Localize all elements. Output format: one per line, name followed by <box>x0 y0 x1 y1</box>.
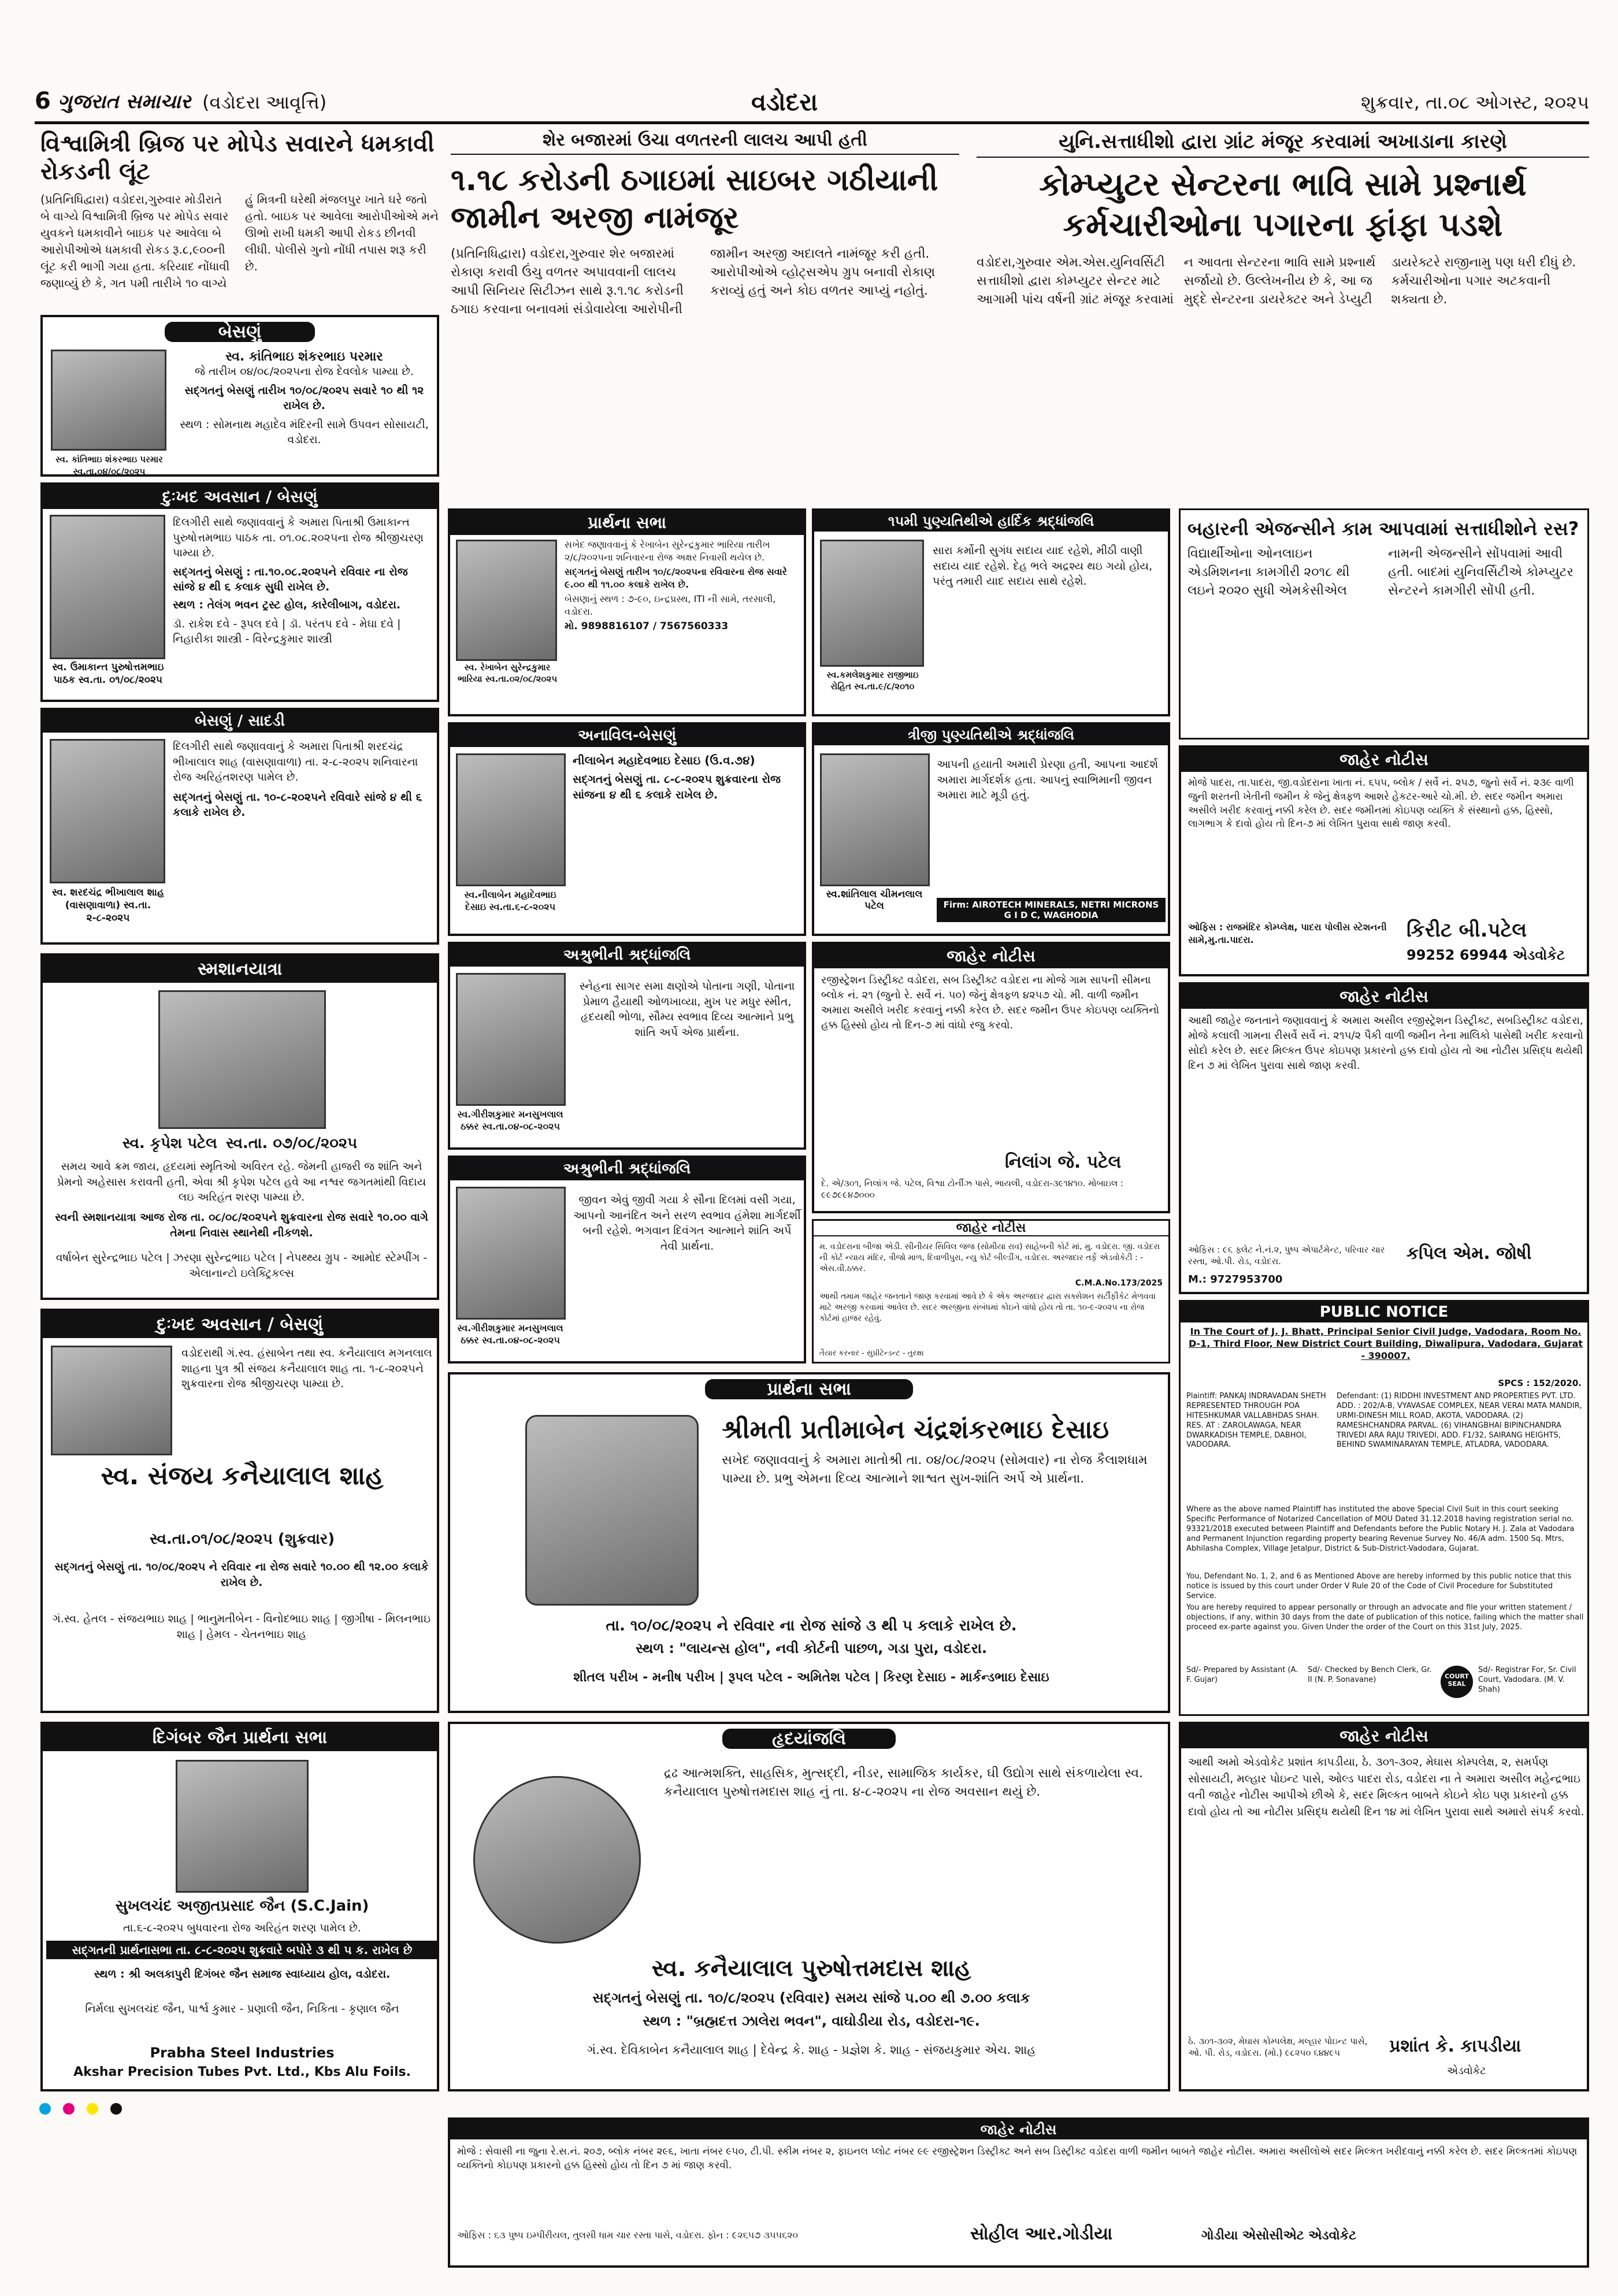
masthead <box>35 87 1589 119</box>
news-cyber-body: (પ્રતિનિધિદ્વારા) વડોદરા,ગુરુવાર શેર બજારમાં રોકાણ કરાવી ઉંચુ વળતર અપાવવાની લાલચ આપી સિનિયર સિટીઝન સાથે રૂ.૧.૧૮ કરોડની ઠગાઇ કરવાના બનાવમાં સંડોવાયેલા આરોપીની જામીન અરજી અદાલતે નામંજૂર કરી હતી. આરોપીઓએ વ્હોટ્સએપ ગ્રુપ બનાવી રોકાણ કરાવ્યું હતું અને કોઇ વળતર આપ્યું નહોતું. <box>451 247 936 317</box>
digambar-text: તા.૬-૮-૨૦૨૫ બુધવારના રોજ અરિહંત શરણ પામેલ છે. <box>123 1922 361 1934</box>
besnu-kantibhai-photo <box>51 350 166 451</box>
smashan-photo <box>158 990 326 1129</box>
smashan-date: સ્વ.તા. ૦૭/૦૮/૨૦૨૫ <box>225 1135 358 1152</box>
smashan-header: સ્મશાનયાત્રા <box>43 956 437 983</box>
notice3-phone: M.: 9727953700 <box>1188 1273 1283 1286</box>
besnu-sharadchandra-text: દિલગીરી સાથે જણાવવાનું કે અમારા પિતાશ્રી શરદચંદ્ર ભીખાલાલ શાહ (વાસણાવાળા) તા. ૨-૮-૨૦૨૫ શનિવારના રોજ અરિહંતશરણ પામેલ છે. <box>173 740 418 784</box>
besnu-sharadchandra <box>40 708 439 945</box>
besnu-umakant-place: સ્થળ : તેલંગ ભવન ટ્રસ્ટ હોલ, કારેલીબાગ, વડોદરા. <box>173 598 401 611</box>
besnu-sanjay-photo <box>51 1346 172 1455</box>
notice-kapil <box>1179 982 1589 1294</box>
public-notice-body2: You, Defendant No. 1, 2, and 6 as Mentioned Above are hereby informed by this public notice that this notice is issued by this court under Order V Rule 20 of the Code of Civil Procedure for Substituted Service. <box>1186 1572 1572 1600</box>
prarthana-pratimaben <box>448 1372 1170 1713</box>
digambar-company2: Akshar Precision Tubes Pvt. Ltd., Kbs Alu Foils. <box>73 2065 411 2079</box>
notice1-advocate: કિરીટ બી.પટેલ <box>1407 919 1527 942</box>
news-computer-body: વડોદરા,ગુરુવાર એમ.એસ.યુનિવર્સિટી સત્તાધીશો દ્વારા કોમ્પ્યુટર સેન્ટર માટે આગામી પાંચ વર્ષની ગ્રાંટ મંજૂર કરવામાં ન આવતા સેન્ટરના ભાવિ સામે પ્રશ્નાર્થ સર્જાયો છે. ઉલ્લેખનીય છે કે, આ જ મુદ્દે સેન્ટરના ડાયરેક્ટર અને ડેપ્યુટી ડાયરેક્ટરે રાજીનામુ પણ ધરી દીધું છે. કર્મચારીઓના પગાર અટકવાની શક્યતા છે. <box>977 255 1576 307</box>
anavil-when: સદ્ગતનું બેસણું તા. ૮-૮-૨૦૨૫ શુક્રવારના રોજ સાંજના ૪ થી ૬ કલાકે રાખેલ છે. <box>573 773 781 801</box>
punya-photo <box>820 540 924 667</box>
notice3-office: ઓફિસ : ૯૬ ફ્લેટ ને.નં.૨, પુષ્પ એપાર્ટમેન્ટ, પરિવાર ચાર રસ્તા, ઓ.પી. રોડ, વડોદરા. <box>1188 1244 1385 1266</box>
punya-text: સારા કર્મોની સુગંધ સદાય યાદ રહેશે, મીઠી વાણી સદાય યાદ રહેશે. દેહ ભલે અદ્રશ્ય થઇ ગયો હોય, પરંતુ તમારી યાદ સદાય સાથે રહેશે. <box>933 544 1153 588</box>
notice2-header: જાહેર નોટીસ <box>814 944 1168 968</box>
public-notice-defendant: Defendant: (1) RIDDHI INVESTMENT AND PROPERTIES PVT. LTD. ADD. : 202/A-B, VYAVASAE COMPLEX, NEAR VERAI MATA MANDIR, URMI-DINESH MILL ROAD, AKOTA, VADODARA. (2) RAMESHCHANDRA PARVAL. (6) VIHANGBHAI BIPINCHANDRA TRIVEDI ARA RAJU TRIVEDI, ADD. F1/32, SAIRANG HEIGHTS, BEHIND SWAMINARAYAN TEMPLE, ATLADRA, VADODARA. <box>1337 1392 1582 1450</box>
public-notice-sig1: Sd/- Prepared by Assistant (A. F. Gujar) <box>1186 1666 1298 1684</box>
punya3-photo <box>820 753 930 886</box>
anavil-header: અનાવિલ-બેસણું <box>450 725 804 747</box>
news-computer-headline: કોમ્પ્યુટર સેન્ટરના ભાવિ સામે પ્રશ્નાર્થ કર્મચારીઓના પગારના ફાંફા પડશે <box>1039 166 1527 244</box>
notice-court-gujarati <box>812 1219 1170 1364</box>
notice5-advocate-sub: ગોડીયા એસોસીએટ એડવોકેટ <box>1201 2228 1357 2243</box>
notice2-advocate: નિલાંગ જે. પટેલ <box>1005 1152 1122 1172</box>
punya3-header: ત્રીજી પુણ્યતિથીએ શ્રદ્ધાંજલિ <box>814 725 1168 745</box>
besnu-sharadchandra-photo <box>50 739 165 883</box>
anavil-photo <box>456 753 566 886</box>
news-agency-headline: બહારની એજન્સીને કામ આપવામાં સત્તાધીશોને રસ? <box>1187 518 1579 540</box>
besnu-kantibhai-when: સદ્ગતનું બેસણું તારીખ ૧૦/૦૮/૨૦૨૫ સવારે ૧૦ થી ૧૨ રાખેલ છે. <box>184 384 424 413</box>
prarthana-rekhaben <box>448 508 806 716</box>
besnu-kantibhai <box>40 315 439 477</box>
besnu-kantibhai-header: બેસણું <box>165 322 315 342</box>
besnu-kantibhai-text-wrap <box>176 350 433 448</box>
besnu-umakant-when: સદ્ગતનું બેસણું : તા.૧૦.૦૮.૨૦૨૫ને રવિવાર ના રોજ સાંજે ૪ થી ૬ કલાક સુધી રાખેલ છે. <box>173 565 408 594</box>
besnu-kantibhai-name: સ્વ. કાંતિભાઇ શંકરભાઇ પરમાર <box>225 350 383 364</box>
notice3-advocate: કપિલ એમ. જોષી <box>1407 1243 1532 1264</box>
hrudayanjali-photo <box>473 1776 641 1944</box>
hrudayanjali-kanaiyalal <box>448 1722 1170 2091</box>
news-agency <box>1179 508 1589 740</box>
public-notice-header: PUBLIC NOTICE <box>1181 1302 1587 1322</box>
punya3-caption: સ્વ.શાંતિલાલ ચીમનલાલ પટેલ <box>826 889 923 912</box>
hrudayanjali-header: હૃદયાંજલિ <box>722 1729 896 1749</box>
hrudayanjali-when: સદ્ગતનું બેસણું તા. ૧૦/૮/૨૦૨૫ (રવિવાર) સમય સાંજે ૫.૦૦ થી ૭.૦૦ કલાક <box>592 1990 1030 2006</box>
besnu-sanjay-family: ગં.સ્વ. હેતલ - સંજયભાઇ શાહ | ભાનુમતીબેન - વિનોદભાઇ શાહ | જીગીષા - મિલનભાઇ શાહ | હેમલ - ચેતનભાઇ શાહ <box>52 1613 431 1641</box>
public-notice-court: In The Court of J. J. Bhatt, Principal Senior Civil Judge, Vadodara, Room No. D-1, Third Floor, New District Court Building, Diwalipura, Vadodara, Gujarat - 390007. <box>1188 1326 1583 1361</box>
hrudayanjali-text: દ્રઢ આત્મશક્તિ, સાહસિક, મુત્સદ્દી, નીડર, સામાજિક કાર્યકર, ઘી ઉદ્યોગ સાથે સંકળાયેલા સ્વ. કનૈયાલાલ પુરુષોત્તમદાસ શાહ નું તા. ૪-૮-૨૦૨૫ ના રોજ અવસાન થયું છે. <box>664 1766 1144 1799</box>
prarthana-rekhaben-place: બેસણાનું સ્થળ : ૭-૯૦, ઇન્દ્રપ્રસ્થ, ITI ની સામે, તરસાલી, વડોદરા. <box>565 593 776 617</box>
besnu-sanjay-when: સદ્ગતનું બેસણું તા. ૧૦/૦૮/૨૦૨૫ ને રવિવાર ના રોજ સવારે ૧૦.૦૦ થી ૧૨.૦૦ કલાકે રાખેલ છે. <box>54 1561 429 1589</box>
digambar-photo <box>176 1760 309 1893</box>
notice1-text: મોજે પાદરા, તા.પાદરા, જી.વડોદરાના ખાતા નં. ૬૫૫, બ્લોક / સર્વે નં. ૨૫૭, જુનો સર્વે નં. ૨૩૯ વાળી જુની શરતની ખેતીની જમીન કે જેનું ક્ષેત્રફળ આશરે હેકટર-આરે ચો.મી. છે. સદર જમીન અમારા અસીલે ખરીદ કરવાનું નક્કી કરેલ છે. સદર જમીનમાં કોઇપણ વ્યક્તિ કે સંસ્થાનો હક્ક, હિસ્સો, લાગભાગ કે દાવો હોય તો દિન-૭ માં લેખિત પુરાવા સાથે જાણ કરવી. <box>1188 777 1574 830</box>
prarthana-rekhaben-caption: સ્વ. રેખાબેન સુરેન્દ્રકુમાર ભારિયા સ્વ.તા.૦૨/૦૮/૨૦૨૫ <box>457 662 558 684</box>
besnu-sanjay-text: વડોદરાથી ગં.સ્વ. હંસાબેન તથા સ્વ. કનૈયાલાલ મગનલાલ શાહના પુત્ર શ્રી સંજય કનૈયાલાલ શાહ તા. ૧-૮-૨૦૨૫ને શુક્રવારના રોજ શ્રીજીચરણ પામ્યા છે. <box>181 1347 432 1391</box>
smashan-title-row <box>43 1135 437 1153</box>
hrudayanjali-place: સ્થળ : "બ્રહ્મદત્ત ઝાલેરા ભવન", વાઘોડીયા રોડ, વડોદરા-૧૯. <box>643 2013 980 2029</box>
besnu-umakant-text: દિલગીરી સાથે જણાવવાનું કે અમારા પિતાશ્રી ઉમાકાન્ત પુરુષોત્તમભાઇ પાઠક તા. ૦૧.૦૮.૨૦૨૫ના રોજ શ્રીજીચરણ પામ્યા છે. <box>173 516 424 560</box>
besnu-sanjay <box>40 1309 439 1713</box>
digambar-when: સદ્ગતની પ્રાર્થનાસભા તા. ૮-૮-૨૦૨૫ શુક્રવારે બપોરે ૩ થી ૫ ક. રાખેલ છે <box>46 1941 438 1959</box>
prarthana-rekhaben-text-wrap <box>565 538 801 632</box>
news-agency-body: વિદ્યાર્થીઓના ઓનલાઇન એડમિશનના કામગીરી ૨૦૧૮ થી લઇને ૨૦૨૦ સુધી એમકેસીએલ નામની એજન્સીને સોંપવામાં આવી હતી. બાદમાં યુનિવર્સિટીએ કોમ્પ્યુટર સેન્ટરને કામગીરી સોંપી હતી. <box>1187 547 1574 598</box>
notice6-advocate: પ્રશાંત કે. કાપડીયા <box>1389 2036 1521 2056</box>
smashan-name: સ્વ. કૃપેશ પટેલ <box>122 1135 217 1152</box>
notice4-footer: તૈયાર કરનાર - સુપ્રીટેન્ડન્ટ - તુરક્ષા <box>819 1349 924 1358</box>
page-number: 6 <box>35 88 51 114</box>
notice6-office: ઠે. ૩૦૧-૩૦૨, મેઘાસ કોમ્પલેક્ષ, મલ્હાર પોઇન્ટ પાસે, ઓ. પી. રોડ, વડોદરા. (મો.) ૯૮૨૫૦ ૬૪૪૯૫ <box>1188 2036 1368 2058</box>
registration-dot-magenta <box>63 2103 75 2115</box>
notice-sevasi-panel <box>448 2117 1589 2268</box>
public-notice <box>1179 1300 1589 1716</box>
shraddhanjali2-header: અશ્રુભીની શ્રદ્ધાંજલિ <box>450 1158 804 1180</box>
besnu-nilaben <box>448 722 806 936</box>
edition: (વડોદરા આવૃત્તિ) <box>202 91 327 113</box>
shraddhanjali1-header: અશ્રુભીની શ્રદ્ધાંજલિ <box>450 944 804 967</box>
punya3-text: આપની હયાતી અમારી પ્રેરણા હતી, આપના આદર્શ અમારા માર્ગદર્શક હતા. આપનું સ્વાભિમાની જીવન અમારા માટે મૂડી હતું. <box>937 758 1159 802</box>
besnu-umakant-caption: સ્વ. ઉમાકાન્ત પુરુષોત્તમભાઇ પાઠક સ્વ.તા. ૦૧/૦૮/૨૦૨૫ <box>52 662 164 686</box>
shraddhanjali2-text: જીવન એવું જીવી ગયા કે સૌના દિલમાં વસી ગયા, આપનો આનંદિત અને સરળ સ્વભાવ હંમેશા માર્ગદર્શી બની રહેશે. ભગવાન દિવંગત આત્માને શાંતિ અર્પે તેવી પ્રાર્થના. <box>573 1194 801 1253</box>
smashan-krupesh <box>40 953 439 1300</box>
prarthana2-place: સ્થળ : "લાયન્સ હોલ", નવી કોર્ટની પાછળ, ગડા પુરા, વડોદરા. <box>636 1640 987 1656</box>
prarthana2-text-wrap <box>722 1415 1161 1488</box>
news-loot-headline: વિશ્વામિત્રી બ્રિજ પર મોપેડ સવારને ધમકાવી રોકડની લૂંટ <box>40 131 435 185</box>
besnu-umakant-photo <box>50 515 165 659</box>
public-notice-seal: COURT SEAL <box>1441 1666 1473 1698</box>
prarthana2-photo <box>525 1415 699 1606</box>
shraddhanjali-girish-1 <box>448 942 806 1150</box>
city: વડોદરા <box>751 88 818 116</box>
shraddhanjali2-photo <box>456 1187 566 1320</box>
prarthana2-text: સખેદ જણાવવાનું કે અમારા માતોશ્રી તા. ૦૪/૦૮/૨૦૨૫ (સોમવાર) ના રોજ કૈલાશધામ પામ્યા છે. પ્રભુ એમના દિવ્ય આત્માને શાશ્વત સુખ-શાંતિ અર્પે એ પ્રાર્થના. <box>722 1452 1148 1486</box>
notice3-header: જાહેર નોટીસ <box>1181 984 1587 1009</box>
public-notice-body3: You are hereby required to appear personally or through an advocate and file your written statement / objections, if any, within 30 days from the date of publication of this notice, failing which the matter shall proceed ex-parte against you. Given Under the order of the Court on this 31st July, 2025. <box>1186 1603 1584 1632</box>
besnu-sanjay-name: સ્વ. સંજય કનૈયાલાલ શાહ <box>101 1461 384 1491</box>
notice4-text: મ. વડોદરાના બીજા એડી. સીનીયર સિવિલ જજ (સોમીયા રાવ) સાહેબની કોર્ટ માં, મુ. વડોદરા. જી. વડોદરા ની કોર્ટ ન્યાય મંદિર, ત્રીજો માળ, દિવાળીપુરા, ન્યુ કોર્ટ બીલ્ડીંગ, વડોદરા. અરજદાર તર્ફે એડવોકેટી : - એસ.વી.ઠક્કર. <box>819 1242 1160 1273</box>
notice-kirit <box>1179 745 1589 976</box>
registration-dot-black <box>110 2103 122 2115</box>
prarthana-rekhaben-when: સદ્ગતનું બેસણું તારીખ ૧૦/૮/૨૦૨૫ના રવિવારના રોજ સવારે ૯.૦૦ થી ૧૧.૦૦ કલાકે રાખેલ છે. <box>565 566 787 590</box>
shraddhanjali-girish-2 <box>448 1156 806 1364</box>
news-computer-kicker: યુનિ.સત્તાધીશો દ્વારા ગ્રાંટ મંજૂર કરવામાં અખાડાના કારણે <box>977 130 1589 158</box>
notice6-header: જાહેર નોટીસ <box>1181 1724 1587 1748</box>
prarthana-rekhaben-phone: મો. 9898816107 / 7567560333 <box>565 620 729 632</box>
prarthana2-name: શ્રીમતી પ્રતીમાબેન ચંદ્રશંકરભાઇ દેસાઇ <box>722 1415 1109 1444</box>
date: શુક્રવાર, તા.૦૮ ઓગસ્ટ, ૨૦૨૫ <box>1361 91 1589 113</box>
notice4-case: C.M.A.No.173/2025 <box>1075 1279 1163 1288</box>
public-notice-plaintiff: Plaintiff: PANKAJ INDRAVADAN SHETH REPRESENTED THROUGH POA HITESHKUMAR VALLABHDAS SHAH. RES. AT : ZAROLAWAGA, NEAR DWARKADISH TEMPLE, DABHOI, VADODARA. <box>1186 1392 1326 1450</box>
digambar-company1: Prabha Steel Industries <box>150 2045 335 2061</box>
shraddhanjali2-caption: સ્વ.ગીરીશકુમાર મનસુખલાલ ઠક્કર સ્વ.તા.૦૪-૦૮-૨૦૨૫ <box>457 1322 563 1346</box>
notice-nilang <box>812 942 1170 1213</box>
notice2-address: દે. એ/૩૦૧, નિલાંગ જે. પટેલ, વિશ્વા ટોર્નીઝ પાસે, ભાયલી, વડોદરા-૩૯૧૪૧૦. મોબાઇલ : ૯૯૭૯૯૪૭૦૦૦ <box>821 1178 1123 1200</box>
prarthana2-family: શીતલ પરીખ - મનીષ પરીખ | રૂપલ પટેલ - અમિતેશ પટેલ | કિરણ દેસાઇ - માર્કન્ડભાઇ દેસાઇ <box>573 1670 1049 1685</box>
besnu-umakant-header: દુઃખદ અવસાન / બેસણું <box>43 485 437 509</box>
notice6-text: આથી અમો એડવોકેટ પ્રશાંત કાપડીયા, ઠે. ૩૦૧-૩૦૨, મેઘાસ કોમ્પલેક્ષ, ૨, સમર્પણ સોસાયટી, મલ્હાર પોઇન્ટ પાસે, ઓલ્ડ પાદરા રોડ, વડોદરા ના તે અમારા અસીલ મહેન્દ્રભાઇ વતી જાહેર નોટીસ આપીએ છીએ કે, સદર મિલ્કત બાબતે કોઇને કોઇ પણ પ્રકારનો હક્ક દાવો હોય તો આ નોટીસ પ્રસિદ્ધ થયેથી દિન ૧૪ માં લેખિત પુરાવા સાથે અમારો સંપર્ક કરવો. <box>1188 1756 1584 1818</box>
digambar-header: દિગંબર જૈન પ્રાર્થના સભા <box>43 1724 437 1751</box>
notice5-office: ઓફિસ : ૬૩ પુષ્પ ઇમ્પીરીયલ, તુલસી ધામ ચાર રસ્તા પાસે, વડોદરા. ફોન : ૯૨૬૫૭ ૩૫૫૬૨૦ <box>457 2230 798 2241</box>
notice5-text: મોજે : સેવાસી ના જુના રે.સ.નં. ૨૦૭, બ્લોક નંબર ૨૯૬, ખાતા નંબર ૯૫૦, ટી.પી. સ્કીમ નંબર ૨, ફાઇનલ પ્લોટ નંબર ૯૯ રજીસ્ટ્રેશન ડિસ્ટ્રીક્ટ અને સબ ડિસ્ટ્રીક્ટ વડોદરા વાળી જમીન બાબતે જાહેર નોટીસ. અમારા અસીલોએ સદર મિલ્કત ખરીદવાનું નક્કી કરેલ છે. સદર મિલ્કતમાં કોઇપણ વ્યક્તિનો કોઇપણ પ્રકારનો હક્ક હિસ્સો હોય તો દિન ૭ માં જાણ કરવી. <box>457 2146 1578 2171</box>
hrudayanjali-family: ગં.સ્વ. દેવિકાબેન કનૈયાલાલ શાહ | દેવેન્દ્ર કે. શાહ - પ્રજ્ઞેશ કે. શાહ - સંજયકુમાર એચ. શાહ <box>587 2043 1036 2057</box>
shraddhanjali1-caption: સ્વ.ગીરીશકુમાર મનસુખલાલ ઠક્કર સ્વ.તા.૦૪-૦૮-૨૦૨૫ <box>457 1109 563 1132</box>
shraddhanjali1-photo <box>456 973 566 1106</box>
notice2-text: રજીસ્ટ્રેશન ડિસ્ટ્રીક્ટ વડોદરા, સબ ડિસ્ટ્રીક્ટ વડોદરા ના મોજે ગામ સાપની સીમના બ્લોક નં. ૨૧ (જુનો રે. સર્વે નં. ૫૦) જેનું ક્ષેત્રફળ ૪૨૫૭ ચો. મી. વાળી જમીન અમારા અસીલે ખરીદ કરવાનું નક્કી કરેલ છે. સદર જમીન ઉપર કોઇપણ વ્યક્તિનો હક્ક હિસ્સો હોય તો દિન-૭ માં વાંધો રજુ કરવો. <box>821 974 1160 1032</box>
notice1-header: જાહેર નોટીસ <box>1181 748 1587 772</box>
hrudayanjali-name: સ્વ. કનૈયાલાલ પુરુષોત્તમદાસ શાહ <box>651 1955 971 1982</box>
news-cyber-kicker: શેર બજારમાં ઉંચા વળતરની લાલચ આપી હતી <box>451 130 959 155</box>
prarthana-digambar <box>40 1722 439 2091</box>
besnu-kantibhai-caption: સ્વ. કાંતિભાઇ શંકરભાઇ પરમાર સ્વ.તા.૦૪/૦૮/૨૦૨૫ <box>55 454 163 477</box>
prarthana2-when: તા. ૧૦/૦૮/૨૦૨૫ ને રવિવાર ના રોજ સાંજે ૩ થી ૫ કલાકે રાખેલ છે. <box>606 1617 1017 1634</box>
besnu-kantibhai-place: સ્થળ : સોમનાથ મહાદેવ મંદિરની સામે ઉપવન સોસાયટી, વડોદરા. <box>180 418 429 447</box>
news-loot-body: (પ્રતિનિધિદ્વારા) વડોદરા,ગુરુવાર મોડીરાતે બે વાગ્યે વિશ્વામિત્રી બ્રિજ પર મોપેડ સવાર યુવકને ધમકાવીને બાઇક પર આવેલા બે આરોપીઓએ ધમકાવી રોકડ રૂ.૮,૯૦૦ની લૂંટ કરી ભાગી ગયા હતા. કરિયાદ નોંધાવી જણાવ્યું છે કે, ગત ૫મી તારીખે ૧૦ વાગ્યે હું મિત્રની ઘરેથી મંજલપુર ખાતે ઘરે જતો હતો. બાઇક પર આવેલા આરોપીઓએ મને ઊભો રાખી ધમકી આપી રોકડ છીનવી લીધી. પોલીસે ગુનો નોંધી તપાસ શરૂ કરી છે. <box>40 192 439 290</box>
news-cyber <box>451 130 959 500</box>
notice-kapadia <box>1179 1722 1589 2091</box>
paper-name: ગુજરાત સમાચાર <box>58 90 191 113</box>
notice1-phone: 99252 69944 એડવોકેટ <box>1407 947 1565 963</box>
besnu-umakant-family: ડૉ. રાકેશ દવે - રૂપલ દવે | ડૉ. પરંતપ દવે - મેઘા દવે | નિહારીકા શાસ્ત્રી - વિરેન્દ્રકુમાર શાસ્ત્રી <box>173 617 401 646</box>
registration-dot-cyan <box>39 2103 51 2115</box>
besnu-sanjay-header: દુઃખદ અવસાન / બેસણું <box>43 1311 437 1338</box>
smashan-when: સ્વની સ્મશાનયાત્રા આજ રોજ તા. ૦૮/૦૮/૨૦૨૫ને શુક્રવારના રોજ સવારે ૧૦.૦૦ વાગે તેમના નિવાસ સ્થાનેથી નીકળશે. <box>55 1211 428 1239</box>
public-notice-sig2: Sd/- Checked by Bench Clerk, Gr. II (N. P. Sonavane) <box>1308 1666 1432 1684</box>
besnu-sanjay-date: સ્વ.તા.૦૧/૦૮/૨૦૨૫ (શુક્રવાર) <box>149 1530 335 1548</box>
anavil-text-wrap <box>573 753 801 803</box>
besnu-sharadchandra-header: બેસણું / સાદડી <box>43 710 437 733</box>
anavil-name: નીલાબેન મહાદેવભાઇ દેસાઇ (ઉ.વ.૭૪) <box>573 753 755 767</box>
news-cyber-headline: ૧.૧૮ કરોડની ઠગાઇમાં સાઇબર ગઠીયાની જામીન અરજી નામંજૂર <box>451 163 938 235</box>
public-notice-suit: SPCS : 152/2020. <box>1498 1378 1582 1388</box>
public-notice-body: Where as the above named Plaintiff has instituted the above Special Civil Suit in this court seeking Specific Performance of Notarized Cancellation of MOU Dated 31.12.2018 having registration serial no. 93321/2018 executed between Plaintiff and Defendants before the Public Notary H. J. Zala at Vadodara and Permanent Injunction regarding property bearing Revenue Survey No. 46/A adm. 1500 Sq. Mtrs, Abhilasha Complex, Village Jetalpur, District & Sub-District-Vadodara, Gujarat. <box>1186 1505 1575 1553</box>
registration-dot-yellow <box>87 2103 98 2115</box>
news-computer-center <box>977 130 1589 500</box>
digambar-name: સુખલચંદ અજીતપ્રસાદ જૈન (S.C.Jain) <box>115 1897 369 1915</box>
shraddhanjali1-text: સ્નેહના સાગર સમા ક્ષણોએ પોતાના ગણી, પોતાના પ્રેમાળ હૈયાથી ઓળખાવ્યા, મુખ પર મધુર સ્મીત, હૃદયથી ભોળા, સૌમ્ય સ્વભાવ દિવ્ય આત્માને પ્રભુ શાંતિ અર્પે એજ પ્રાર્થના. <box>579 980 795 1039</box>
notice3-text: આથી જાહેર જનતાને જણાવવાનું કે અમારા અસીલ રજીસ્ટ્રેશન ડિસ્ટ્રીક્ટ, સબડિસ્ટ્રીક્ટ વડોદરા, મોજે કલાલી ગામના રીસર્વે સર્વે નં. ૨૧૫/૨ પૈકી વાળી જમીન તેના માલિકો પાસેથી ખરીદ કરવાનો સોદો કરેલ છે. સદર મિલ્કત ઉપર કોઇપણ પ્રકારનો હક્ક દાવો હોય તો આ નોટીસ પ્રસિદ્ધ થયેથી દિન ૭ માં લેખિત પુરાવા સાથે જાણ કરવી. <box>1188 1015 1583 1072</box>
prarthana2-header: પ્રાર્થના સભા <box>705 1379 913 1399</box>
punya-caption: સ્વ.કમલેશકુમાર રાજીભાઇ રોહિત સ્વ.તા.૯/૮/૨૦૧૦ <box>826 670 919 692</box>
besnu-umakant <box>40 482 439 702</box>
notice5-advocate: સોહીલ આર.ગોડીયા <box>970 2224 1113 2244</box>
digambar-place: સ્થળ : શ્રી અલકાપુરી દિગંબર જૈન સમાજ સ્વાધ્યાય હોલ, વડોદરા. <box>94 1968 391 1981</box>
smashan-family: વર્ષાબેન સુરેન્દ્રભાઇ પટેલ | ઝરણા સુરેન્દ્રભાઇ પટેલ | નેપથ્થ્ય ગ્રુપ - આમોદ સ્ટેમ્પીંગ - એલાનાન્ટો ઇલેક્ટ્રિકલ્સ <box>55 1251 428 1280</box>
punya-header: ૧૫મી પુણ્યતિથીએ હાર્દિક શ્રદ્ધાંજલિ <box>814 511 1168 532</box>
punyatithi-shantilal <box>812 722 1170 936</box>
public-notice-sig3: Sd/- Registrar For, Sr. Civil Court, Vadodara. (M. V. Shah) <box>1478 1666 1576 1694</box>
notice5-header: જાહેર નોટીસ <box>450 2120 1587 2139</box>
prarthana-rekhaben-photo <box>456 540 557 661</box>
punya3-firm: Firm: AIROTECH MINERALS, NETRI MICRONS G I D C, WAGHODIA <box>937 898 1166 922</box>
smashan-text: સમય આવે ક્રમ જાય, હૃદયમાં સ્મૃતિઓ અવિરત રહે. જેમની હાજરી જ શાંતિ અને પ્રેમનો અહેસાસ કરાવતી હતી, એવા શ્રી કૃપેશ પટેલ હવે આ નશ્વર જગતમાંથી વિદાય લઇ અરિહંત શરણ પામ્યા છે. <box>57 1160 426 1204</box>
notice4-body: આથી તમામ જાહેર જનતાને જાણ કરવામાં આવે છે કે એક અરજદાર દ્વારા સક્સેશન સર્ટીફીકેટ મેળવવા માટે અરજી કરવામાં આવેલ છે. સદર અરજીના સંબંધમાં કોઇને વાંધો હોય તો તા. ૧૦-૯-૨૦૨૫ ના રોજ કોર્ટમાં હાજર રહેવું. <box>819 1292 1156 1323</box>
masthead-rule <box>35 121 1589 124</box>
notice1-office: ઓફિસ : રાજમંદિર કોમ્પ્લેક્ષ, પાદરા પોલીસ સ્ટેશનની સામે,મુ.તા.પાદરા. <box>1188 922 1387 946</box>
besnu-kantibhai-text: જે તારીખ ૦૪/૦૮/૨૦૨૫ના રોજ દેવલોક પામ્યા છે. <box>195 365 414 378</box>
besnu-sharadchandra-caption: સ્વ. શરદચંદ્ર ભીખાલાલ શાહ (વાસણાવાળા) સ્વ.તા. ૨-૮-૨૦૨૫ <box>51 887 165 924</box>
notice4-header: જાહેર નોટીસ <box>814 1221 1168 1236</box>
punyatithi-kamlesh <box>812 508 1170 716</box>
prarthana-rekhaben-header: પ્રાર્થના સભા <box>450 511 804 535</box>
besnu-sharadchandra-text-wrap <box>173 739 433 820</box>
anavil-caption: સ્વ.નીલાબેન મહાદેવભાઇ દેસાઇ સ્વ.તા.૬-૮-૨૦૨૫ <box>464 889 556 912</box>
news-loot <box>40 130 439 309</box>
besnu-sharadchandra-when: સદ્ગતનું બેસણું તા. ૧૦-૮-૨૦૨૫ને રવિવારે સાંજે ૪ થી ૬ કલાકે રાખેલ છે. <box>173 790 422 819</box>
digambar-family: નિર્મલા સુખલચંદ જૈન, પાર્શ્વ કુમાર - પ્રણાલી જૈન, નિકિતા - કૃણાલ જૈન <box>85 2003 399 2015</box>
besnu-umakant-text-wrap <box>173 515 433 647</box>
notice6-advocate-sub: એડવોકેટ <box>1447 2065 1486 2077</box>
prarthana-rekhaben-text: સખેદ જણાવવાનું કે રેખાબેન સુરેન્દ્રકુમાર ભારિયા તારીખ ૨/૮/૨૦૨૫ના શનિવારના રોજ અક્ષર નિવાસી થયેલ છે. <box>565 539 770 563</box>
